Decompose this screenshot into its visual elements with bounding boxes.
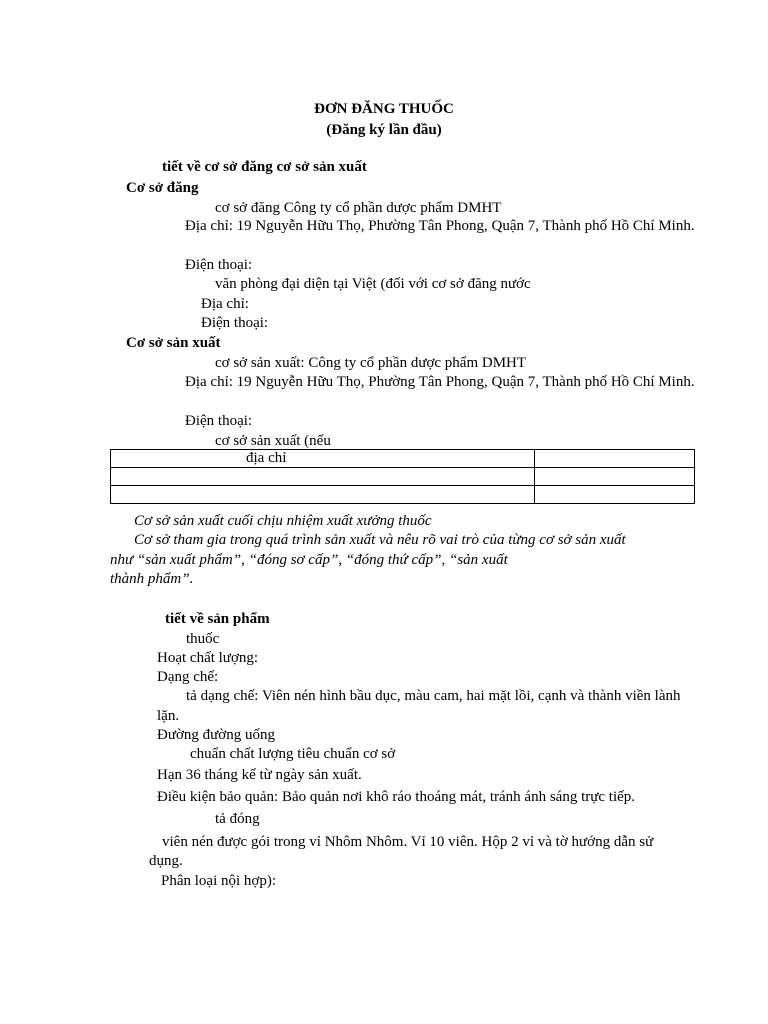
packaging-description: viên nén được gói trong vỉ Nhôm Nhôm. Vỉ 10 viên. Hộp 2 vỉ và tờ hướng dẫn sử [162, 834, 654, 850]
table-cell [111, 486, 535, 504]
table-cell [535, 450, 695, 468]
other-manufacturer: cơ sở sản xuất (nếu [215, 433, 331, 449]
document-subtitle: (Đăng ký lần đầu) [326, 122, 442, 138]
route: Đường đường uống [157, 727, 275, 743]
dosage-form-description: tả dạng chế: Viên nén hình bầu dục, màu cam, hai mặt lồi, cạnh và thành viền lành [186, 688, 681, 704]
table-row [111, 450, 695, 468]
registrant-phone: Điện thoại: [185, 257, 253, 273]
final-manufacturer-note: Cơ sở sản xuất cuối chịu nhiệm xuất xưởng thuốc [134, 513, 432, 529]
document-title: ĐƠN ĐĂNG THUỐC [314, 101, 454, 117]
manufacturer-name: cơ sở sản xuất: Công ty cổ phần dược phẩm DMHT [215, 355, 527, 371]
packaging-label: tả đóng [215, 811, 260, 827]
participant-note-line2: như “sản xuất phẩm”, “đóng sơ cấp”, “đóng thứ cấp”, “sản xuất [110, 552, 508, 568]
registrant-name: cơ sở đăng Công ty cổ phần dược phẩm DMHT [215, 200, 502, 216]
manufacturer-heading: Cơ sở sản xuất [126, 335, 221, 351]
manufacturer-phone: Điện thoại: [185, 413, 253, 429]
manufacturer-address: Địa chỉ: 19 Nguyễn Hữu Thọ, Phường Tân Phong, Quận 7, Thành phố Hồ Chí Minh. [185, 374, 695, 390]
section1-heading: tiết về cơ sở đăng cơ sở sản xuất [162, 159, 367, 175]
rep-address: Địa chỉ: [201, 296, 249, 312]
active-ingredient: Hoạt chất lượng: [157, 650, 259, 666]
section2-heading: tiết về sản phẩm [165, 611, 270, 627]
storage-conditions: Điều kiện bảo quản: Bảo quản nơi khô ráo thoáng mát, tránh ánh sáng trực tiếp. [157, 789, 636, 805]
participant-note-line3: thành phẩm”. [110, 571, 194, 587]
drug-name: thuốc [186, 631, 220, 647]
registrant-address: Địa chỉ: 19 Nguyễn Hữu Thọ, Phường Tân Phong, Quận 7, Thành phố Hồ Chí Minh. [185, 218, 695, 234]
manufacturer-table [110, 449, 695, 504]
table-cell [535, 468, 695, 486]
classification: Phân loại nội hợp): [161, 873, 277, 889]
quality-standard: chuẩn chất lượng tiêu chuẩn cơ sở [190, 746, 396, 762]
participant-note: Cơ sở tham gia trong quá trình sản xuất và nêu rõ vai trò của từng cơ sở sản xuất [134, 532, 626, 548]
table-header-address: địa chỉ [111, 450, 535, 468]
rep-phone: Điện thoại: [201, 315, 269, 331]
table-row [111, 468, 695, 486]
table-cell [111, 468, 535, 486]
packaging-description-line2: dụng. [149, 853, 183, 869]
dosage-form-description-line2: lặn. [157, 708, 180, 724]
rep-office: văn phòng đại diện tại Việt (đối với cơ sở đăng nước [215, 276, 531, 292]
table-cell [535, 486, 695, 504]
registrant-heading: Cơ sở đăng [126, 180, 199, 196]
table-row [111, 486, 695, 504]
shelf-life: Hạn 36 tháng kể từ ngày sản xuất. [157, 767, 362, 783]
dosage-form: Dạng chế: [157, 669, 219, 685]
